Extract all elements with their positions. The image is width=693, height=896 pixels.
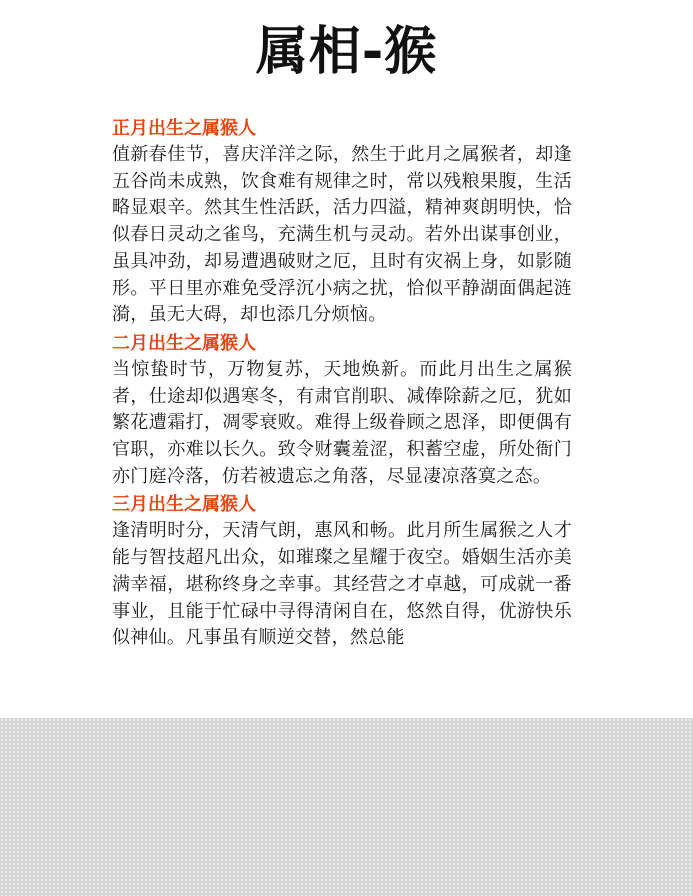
section-body: 当惊蛰时节，万物复苏，天地焕新。而此月出生之属猴者，仕途却似遇寒冬，有肃官削职、减俸除薪之厄，犹如繁花遭霜打，凋零衰败。难得上级眷顾之恩泽，即便偶有官职，亦难以长久。致令财囊羞涩，积蓄空虚，所处衙门亦门庭冷落，仿若被遗忘之角落，尽显凄凉落寞之态。 [112, 358, 572, 487]
section-heading: 三月出生之属猴人 [112, 494, 256, 516]
section-month-1 [112, 116, 572, 329]
page-title: 属相-猴 [255, 22, 438, 82]
section-heading: 正月出生之属猴人 [112, 118, 256, 139]
dotted-overlay [0, 718, 693, 896]
section-body: 值新春佳节，喜庆洋洋之际，然生于此月之属猴者，却逢五谷尚未成熟，饮食难有规律之时，常以残粮果腹，生活略显艰辛。然其生性活跃，活力四溢，精神爽朗明快，恰似春日灵动之雀鸟，充满生机与灵动。若外出谋事创业，虽具冲劲，却易遭遇破财之厄，且时有灾祸上身，如影随形。平日里亦难免受浮沉小病之扰，恰似平静湖面偶起涟漪，虽无大碍，却也添几分烦恼。 [112, 144, 572, 326]
article-content [112, 116, 572, 654]
section-month-3 [112, 492, 572, 652]
section-month-2 [112, 331, 572, 491]
section-heading: 二月出生之属猴人 [112, 332, 256, 354]
section-body: 逢清明时分，天清气朗，惠风和畅。此月所生属猴之人才能与智技超凡出众，如璀璨之星耀于夜空。婚姻生活亦美满幸福，堪称终身之幸事。其经营之才卓越，可成就一番事业，且能于忙碌中寻得清闲自在，悠然自得，优游快乐似神仙。凡事虽有顺逆交替，然总能 [112, 520, 572, 649]
